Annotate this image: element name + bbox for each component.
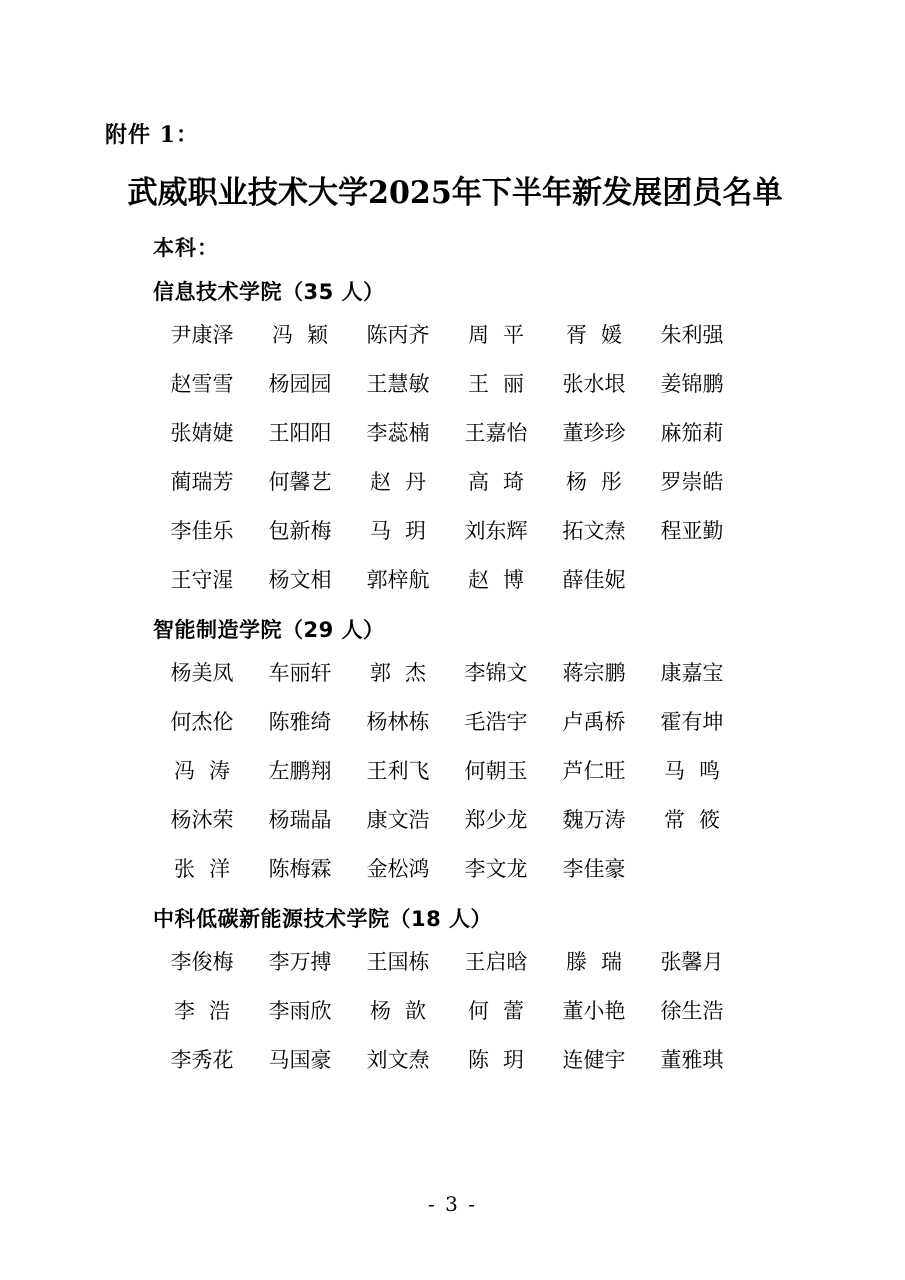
student-name: 张馨月 <box>660 950 724 974</box>
student-name: 薛佳妮 <box>562 568 626 592</box>
student-name: 李佳豪 <box>562 857 626 881</box>
name-list <box>153 312 805 604</box>
name-row <box>153 361 805 408</box>
student-name: 康文浩 <box>366 808 430 832</box>
student-name: 杨彤 <box>566 470 636 494</box>
student-name: 卢禹桥 <box>562 710 626 734</box>
name-row <box>153 1037 805 1084</box>
student-name: 左鹏翔 <box>268 759 332 783</box>
student-name: 李文龙 <box>464 857 528 881</box>
student-name: 胥媛 <box>566 323 636 347</box>
student-name: 张水垠 <box>562 372 626 396</box>
student-name: 包新梅 <box>268 519 332 543</box>
student-name: 拓文焘 <box>562 519 626 543</box>
name-row <box>153 459 805 506</box>
student-name: 郑少龙 <box>464 808 528 832</box>
student-name: 刘文焘 <box>366 1048 430 1072</box>
student-name: 陈梅霖 <box>268 857 332 881</box>
name-list <box>153 939 805 1084</box>
student-name: 王阳阳 <box>268 421 332 445</box>
student-name: 李万搏 <box>268 950 332 974</box>
education-level-label: 本科： <box>153 236 219 260</box>
name-row <box>153 557 805 604</box>
student-name: 李雨欣 <box>268 999 332 1023</box>
student-name: 滕瑞 <box>566 950 636 974</box>
student-name: 杨瑞晶 <box>268 808 332 832</box>
student-name: 王国栋 <box>366 950 430 974</box>
student-name: 冯涛 <box>174 759 244 783</box>
student-name: 刘东辉 <box>464 519 528 543</box>
student-name: 罗崇皓 <box>660 470 724 494</box>
name-list <box>153 650 805 893</box>
student-name: 马国豪 <box>268 1048 332 1072</box>
name-row <box>153 846 805 893</box>
student-name: 王启晗 <box>464 950 528 974</box>
student-name: 高琦 <box>468 470 538 494</box>
student-name: 张婧婕 <box>170 421 234 445</box>
student-name: 朱利强 <box>660 323 724 347</box>
student-name: 郭梓航 <box>366 568 430 592</box>
student-name: 董小艳 <box>562 999 626 1023</box>
student-name: 董雅琪 <box>660 1048 724 1072</box>
student-name: 李佳乐 <box>170 519 234 543</box>
student-name: 董珍珍 <box>562 421 626 445</box>
name-row <box>153 508 805 555</box>
student-name: 魏万涛 <box>562 808 626 832</box>
student-name: 王丽 <box>468 372 538 396</box>
student-name: 李浩 <box>174 999 244 1023</box>
student-name: 杨文相 <box>268 568 332 592</box>
student-name: 杨林栋 <box>366 710 430 734</box>
student-name: 何杰伦 <box>170 710 234 734</box>
page-number: - 3 - <box>428 1192 477 1216</box>
student-name: 王慧敏 <box>366 372 430 396</box>
student-name: 马玥 <box>370 519 440 543</box>
student-name: 蒋宗鹏 <box>562 661 626 685</box>
name-row <box>153 939 805 986</box>
student-name: 金松鸿 <box>366 857 430 881</box>
student-name: 郭杰 <box>370 661 440 685</box>
student-name: 杨歆 <box>370 999 440 1023</box>
student-name: 杨美凤 <box>170 661 234 685</box>
student-name: 李俊梅 <box>170 950 234 974</box>
document-body <box>105 118 805 1094</box>
name-row <box>153 748 805 795</box>
student-name: 霍有坤 <box>660 710 724 734</box>
student-name: 芦仁旺 <box>562 759 626 783</box>
student-name: 李锦文 <box>464 661 528 685</box>
college-heading: 智能制造学院（29 人） <box>153 618 385 642</box>
student-name: 姜锦鹏 <box>660 372 724 396</box>
student-name: 程亚勤 <box>660 519 724 543</box>
student-name: 尹康泽 <box>170 323 234 347</box>
name-row <box>153 988 805 1035</box>
name-row <box>153 699 805 746</box>
student-name: 李秀花 <box>170 1048 234 1072</box>
college-heading: 中科低碳新能源技术学院（18 人） <box>153 907 493 931</box>
student-name: 毛浩宇 <box>464 710 528 734</box>
name-row <box>153 650 805 697</box>
student-name: 王嘉怡 <box>464 421 528 445</box>
student-name: 马鸣 <box>664 759 734 783</box>
student-name: 连健宇 <box>562 1048 626 1072</box>
student-name: 赵雪雪 <box>170 372 234 396</box>
student-name: 常筱 <box>664 808 734 832</box>
student-name: 赵丹 <box>370 470 440 494</box>
student-name: 何蕾 <box>468 999 538 1023</box>
attachment-label: 附件 1： <box>105 122 199 148</box>
student-name: 杨沐荣 <box>170 808 234 832</box>
student-name: 陈雅绮 <box>268 710 332 734</box>
student-name: 赵博 <box>468 568 538 592</box>
student-name: 麻笳莉 <box>660 421 724 445</box>
student-name: 陈玥 <box>468 1048 538 1072</box>
college-heading: 信息技术学院（35 人） <box>153 280 385 304</box>
student-name: 王利飞 <box>366 759 430 783</box>
page-title: 武威职业技术大学2025年下半年新发展团员名单 <box>127 175 783 211</box>
student-name: 张洋 <box>174 857 244 881</box>
student-name: 何馨艺 <box>268 470 332 494</box>
student-name: 杨园园 <box>268 372 332 396</box>
student-name: 蔺瑞芳 <box>170 470 234 494</box>
name-row <box>153 797 805 844</box>
student-name: 徐生浩 <box>660 999 724 1023</box>
student-name: 何朝玉 <box>464 759 528 783</box>
college-sections <box>105 276 805 1084</box>
student-name: 陈丙齐 <box>366 323 430 347</box>
student-name: 康嘉宝 <box>660 661 724 685</box>
name-row <box>153 312 805 359</box>
student-name: 车丽轩 <box>268 661 332 685</box>
student-name: 王守湦 <box>170 568 234 592</box>
name-row <box>153 410 805 457</box>
student-name: 周平 <box>468 323 538 347</box>
student-name: 李蕊楠 <box>366 421 430 445</box>
student-name: 冯颖 <box>272 323 342 347</box>
